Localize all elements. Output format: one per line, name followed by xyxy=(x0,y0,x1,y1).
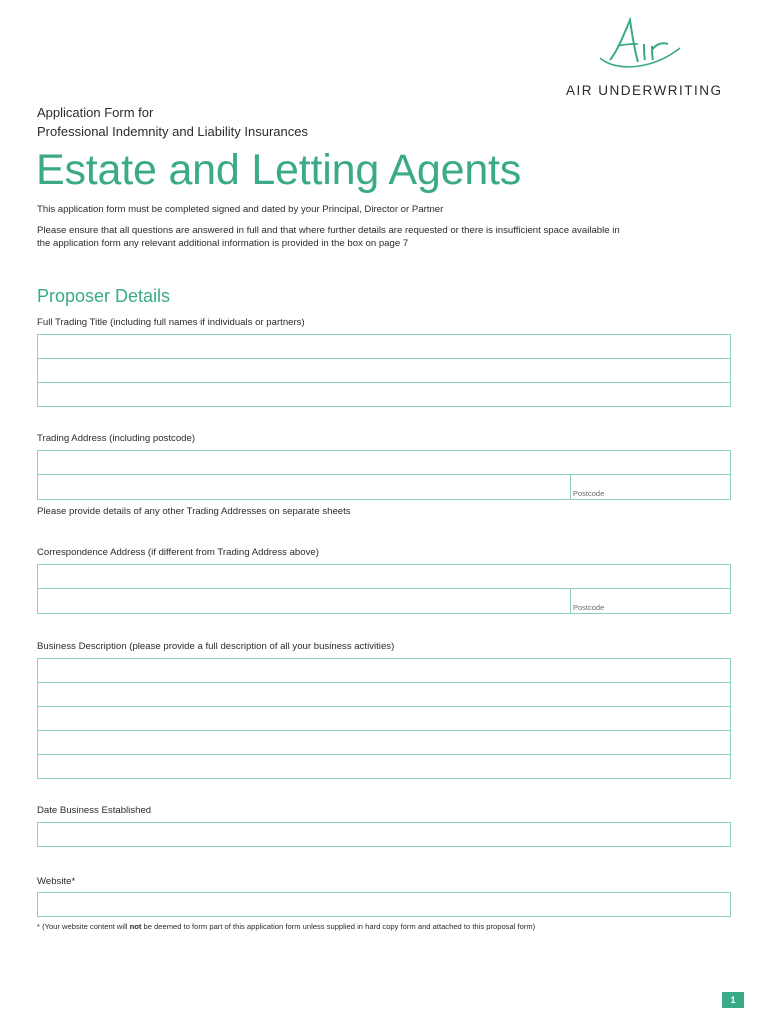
brand-name: AIR UNDERWRITING xyxy=(566,83,723,98)
website-label: Website* xyxy=(37,876,76,887)
page-number: 1 xyxy=(722,992,744,1008)
business-description-line-3[interactable] xyxy=(38,707,730,731)
website-footnote xyxy=(37,922,535,931)
website-field[interactable] xyxy=(37,892,731,917)
correspondence-postcode-label: Postcode xyxy=(573,603,605,612)
section-heading-proposer: Proposer Details xyxy=(37,286,171,306)
date-established-label: Date Business Established xyxy=(37,805,152,816)
footnote-text-start: * (Your website content will xyxy=(37,922,130,931)
trading-address-line-2[interactable] xyxy=(38,475,730,499)
correspondence-address-label: Correspondence Address (if different from Trading Address above) xyxy=(37,547,319,558)
subtitle-line-2: Professional Indemnity and Liability Insurances xyxy=(37,124,308,139)
trading-address-line-1[interactable] xyxy=(38,451,730,475)
full-trading-title-line-1[interactable] xyxy=(38,335,730,359)
completion-note-line-2: the application form any relevant additional information is provided in the box on page 7 xyxy=(37,238,409,249)
footnote-emphasis: not xyxy=(129,922,142,931)
full-trading-title-line-3[interactable] xyxy=(38,383,730,406)
full-trading-title-label: Full Trading Title (including full names if individuals or partners) xyxy=(37,317,305,328)
trading-postcode-field[interactable] xyxy=(570,475,730,499)
trading-postcode-label: Postcode xyxy=(573,489,605,498)
business-description-line-2[interactable] xyxy=(38,683,730,707)
correspondence-address-field xyxy=(37,564,731,614)
air-logo-icon xyxy=(594,14,684,80)
footnote-text-end: be deemed to form part of this application form unless supplied in hard copy form and attached to this proposal form) xyxy=(141,922,536,931)
full-trading-title-field xyxy=(37,334,731,407)
business-description-line-5[interactable] xyxy=(38,755,730,778)
signature-note: This application form must be completed signed and dated by your Principal, Director or Partner xyxy=(37,204,444,215)
date-established-field[interactable] xyxy=(37,822,731,847)
full-trading-title-line-2[interactable] xyxy=(38,359,730,383)
business-description-line-4[interactable] xyxy=(38,731,730,755)
correspondence-address-line-1[interactable] xyxy=(38,565,730,589)
correspondence-postcode-field[interactable] xyxy=(570,589,730,613)
other-addresses-note: Please provide details of any other Trading Addresses on separate sheets xyxy=(37,506,351,517)
trading-address-label: Trading Address (including postcode) xyxy=(37,433,196,444)
business-description-line-1[interactable] xyxy=(38,659,730,683)
business-description-field xyxy=(37,658,731,779)
trading-address-field xyxy=(37,450,731,500)
correspondence-address-line-2[interactable] xyxy=(38,589,730,613)
page-title: Estate and Letting Agents xyxy=(36,146,522,194)
completion-note-line-1: Please ensure that all questions are answered in full and that where further details are requested or there is insufficient space available in xyxy=(37,225,620,236)
business-description-label: Business Description (please provide a full description of all your business activities) xyxy=(37,641,395,652)
subtitle-line-1: Application Form for xyxy=(37,105,154,120)
